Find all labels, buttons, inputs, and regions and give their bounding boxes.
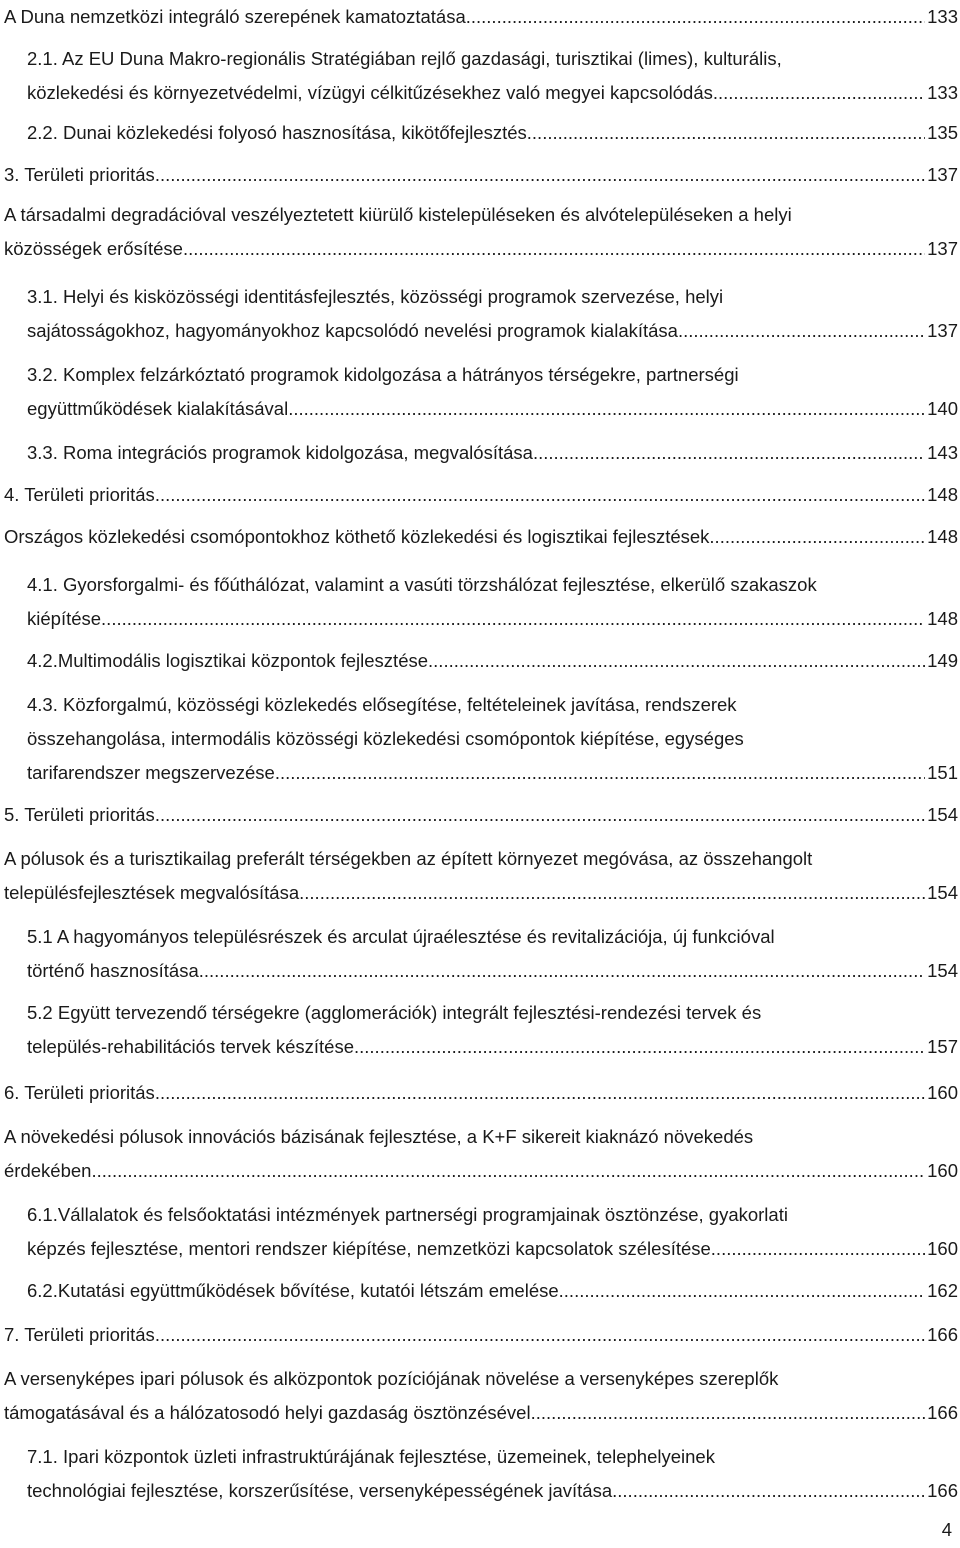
toc-page-number: 157: [927, 1036, 958, 1057]
toc-page-number: 148: [927, 526, 958, 547]
dot-leader: [709, 520, 925, 554]
dot-leader: [155, 798, 925, 832]
toc-page-number: 137: [927, 320, 958, 341]
toc-entry-title: közlekedési és környezetvédelmi, vízügyi célkitűzésekhez való megyei kapcsolódás: [27, 82, 713, 103]
toc-entry-title: érdekében: [4, 1160, 92, 1181]
toc-page-number: 137: [927, 164, 958, 185]
dot-leader: [155, 1318, 925, 1352]
dot-leader: [533, 436, 925, 470]
toc-page-number: 160: [927, 1238, 958, 1259]
dot-leader: [612, 1474, 925, 1508]
toc-entry-title: 5.1 A hagyományos településrészek és arculat újraélesztése és revitalizációja, új funkcióval: [27, 926, 775, 947]
toc-page-number: 154: [927, 960, 958, 981]
dot-leader: [155, 1076, 925, 1110]
toc-entry-title: 2.2. Dunai közlekedési folyosó hasznosítása, kikötőfejlesztés: [27, 122, 527, 143]
dot-leader: [155, 158, 925, 192]
toc-entry-title: A Duna nemzetközi integráló szerepének kamatoztatása: [4, 6, 466, 27]
toc-entry-title: 3. Területi prioritás: [4, 164, 155, 185]
toc-entry-title: 6.1.Vállalatok és felsőoktatási intézmények partnerségi programjainak ösztönzése, gyakorlati: [27, 1204, 788, 1225]
dot-leader: [428, 644, 925, 678]
toc-page-number: 160: [927, 1160, 958, 1181]
toc-page-number: 154: [927, 882, 958, 903]
toc-entry-title: közösségek erősítése: [4, 238, 183, 259]
toc-entry-title: 4.3. Közforgalmú, közösségi közlekedés elősegítése, feltételeinek javítása, rendszerek: [27, 694, 737, 715]
toc-entry-title: technológiai fejlesztése, korszerűsítése, versenyképességének javítása: [27, 1480, 613, 1501]
toc-entry-title: sajátosságokhoz, hagyományokhoz kapcsolódó nevelési programok kialakítása: [27, 320, 678, 341]
dot-leader: [713, 76, 925, 110]
dot-leader: [101, 602, 925, 636]
toc-entry-title: 3.3. Roma integrációs programok kidolgozása, megvalósítása: [27, 442, 533, 463]
toc-entry-title: 7. Területi prioritás: [4, 1324, 155, 1345]
toc-page-number: 148: [927, 484, 958, 505]
toc-entry-title: történő hasznosítása: [27, 960, 199, 981]
toc-entry-title: 4.1. Gyorsforgalmi- és főúthálózat, valamint a vasúti törzshálózat fejlesztése, elkerülő szakaszok: [27, 574, 817, 595]
toc-page-number: 166: [927, 1324, 958, 1345]
toc-entry-title: tarifarendszer megszervezése: [27, 762, 275, 783]
dot-leader: [711, 1232, 925, 1266]
toc-page-number: 166: [927, 1480, 958, 1501]
toc-page-number: 154: [927, 804, 958, 825]
toc-entry-title: A társadalmi degradációval veszélyeztetett kiürülő kistelepüléseken és alvótelepüléseken a helyi: [4, 204, 792, 225]
toc-entry-title: 2.1. Az EU Duna Makro-regionális Stratégiában rejlő gazdasági, turisztikai (limes), kulturális,: [27, 48, 782, 69]
toc-entry-title: 4. Területi prioritás: [4, 484, 155, 505]
toc-entry-title: együttműködések kialakításával: [27, 398, 289, 419]
toc-entry-title: 3.2. Komplex felzárkóztató programok kidolgozása a hátrányos térségekre, partnerségi: [27, 364, 739, 385]
toc-page-number: 166: [927, 1402, 958, 1423]
dot-leader: [183, 232, 925, 266]
toc-entry-title: képzés fejlesztése, mentori rendszer kiépítése, nemzetközi kapcsolatok szélesítése: [27, 1238, 711, 1259]
dot-leader: [354, 1030, 925, 1064]
toc-entry-title: 6.2.Kutatási együttműködések bővítése, kutatói létszám emelése: [27, 1280, 559, 1301]
toc-page-number: 151: [927, 762, 958, 783]
toc-entry-title: 7.1. Ipari központok üzleti infrastruktúrájának fejlesztése, üzemeinek, telephelyeinek: [27, 1446, 715, 1467]
dot-leader: [288, 392, 925, 426]
toc-entry-title: A növekedési pólusok innovációs bázisának fejlesztése, a K+F sikereit kiaknázó növekedés: [4, 1126, 754, 1147]
toc-entry-title: településfejlesztések megvalósítása: [4, 882, 300, 903]
dot-leader: [466, 0, 925, 34]
dot-leader: [559, 1274, 925, 1308]
toc-page-number: 160: [927, 1082, 958, 1103]
toc-page-number: 140: [927, 398, 958, 419]
dot-leader: [299, 876, 925, 910]
toc-entry-title: kiépítése: [27, 608, 102, 629]
toc-page-number: 133: [927, 6, 958, 27]
toc-entry-title: A versenyképes ipari pólusok és alközpontok pozíciójának növelése a versenyképes szereplők: [4, 1368, 779, 1389]
toc-entry-title: 3.1. Helyi és kisközösségi identitásfejlesztés, közösségi programok szervezése, helyi: [27, 286, 724, 307]
page-number: 4: [941, 1519, 952, 1540]
toc-entry-title: 5.2 Együtt tervezendő térségekre (agglomerációk) integrált fejlesztési-rendezési tervek és: [27, 1002, 762, 1023]
toc-entry-title: Országos közlekedési csomópontokhoz köthető közlekedési és logisztikai fejlesztések: [4, 526, 710, 547]
dot-leader: [531, 1396, 926, 1430]
toc-page-number: 143: [927, 442, 958, 463]
dot-leader: [199, 954, 925, 988]
dot-leader: [527, 116, 925, 150]
toc-entry-title: 4.2.Multimodális logisztikai központok fejlesztése: [27, 650, 429, 671]
toc-page-number: 162: [927, 1280, 958, 1301]
toc-entry-title: 5. Területi prioritás: [4, 804, 155, 825]
toc-entry-title: támogatásával és a hálózatosodó helyi gazdaság ösztönzésével: [4, 1402, 531, 1423]
toc-entry-title: 6. Területi prioritás: [4, 1082, 155, 1103]
toc-entry-title: összehangolása, intermodális közösségi közlekedési csomópontok kiépítése, egységes: [27, 728, 744, 749]
toc-page-number: 133: [927, 82, 958, 103]
toc-page-number: 137: [927, 238, 958, 259]
toc-entry-title: település-rehabilitációs tervek készítése: [27, 1036, 354, 1057]
toc-page-number: 148: [927, 608, 958, 629]
dot-leader: [275, 756, 925, 790]
dot-leader: [155, 478, 925, 512]
toc-page-number: 149: [927, 650, 958, 671]
toc-entry-title: A pólusok és a turisztikailag preferált térségekben az épített környezet megóvása, az összehangolt: [4, 848, 813, 869]
dot-leader: [678, 314, 925, 348]
toc-page-number: 135: [927, 122, 958, 143]
dot-leader: [91, 1154, 925, 1188]
